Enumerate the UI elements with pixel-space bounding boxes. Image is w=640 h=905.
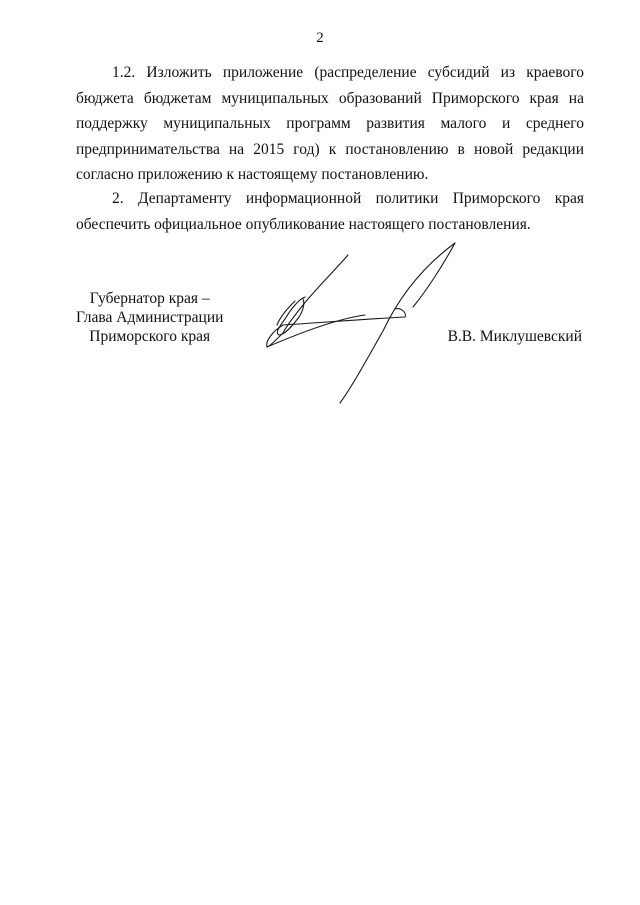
signatory-title bbox=[76, 289, 223, 346]
handwritten-signature bbox=[255, 235, 485, 410]
paragraph-1-2: 1.2. Изложить приложение (распределение субсидий из краевого бюджета бюджетам муниципальных образований Приморского края на поддержку муниципальных программ развития малого и среднего предпринимательства на 2015 год) к постановлению в новой редакции согласно приложению к настоящему постановлению. bbox=[76, 64, 584, 183]
paragraph-2: 2. Департаменту информационной политики Приморского края обеспечить официальное опубликование настоящего постановления. bbox=[76, 190, 584, 233]
signatory-title-line: Губернатор края – bbox=[89, 290, 210, 307]
page-number: 2 bbox=[316, 30, 324, 46]
signatory-name: В.В. Миклушевский bbox=[447, 328, 582, 345]
signatory-title-line: Приморского края bbox=[89, 328, 211, 345]
signatory-title-line: Глава Администрации bbox=[76, 309, 224, 326]
